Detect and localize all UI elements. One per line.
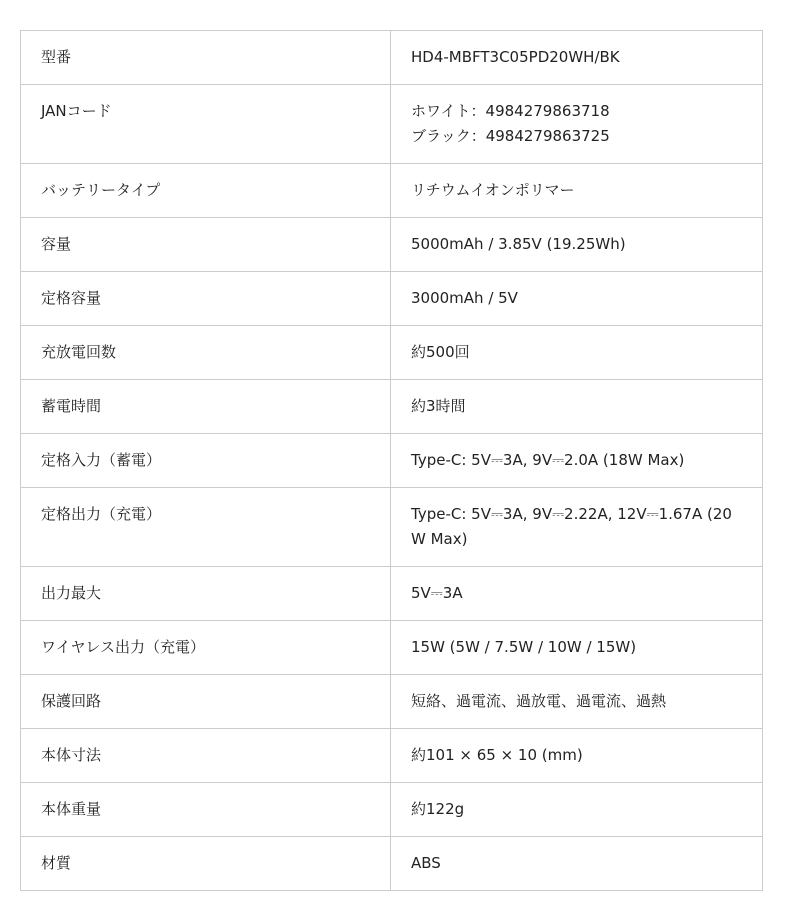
spec-label: バッテリータイプ [21, 164, 391, 218]
spec-label: 充放電回数 [21, 326, 391, 380]
spec-label: 定格出力（充電） [21, 488, 391, 567]
spec-value: 3000mAh / 5V [391, 272, 763, 326]
spec-label: 本体重量 [21, 783, 391, 837]
spec-value: HD4-MBFT3C05PD20WH/BK [391, 31, 763, 85]
spec-label: 材質 [21, 837, 391, 891]
spec-row-wireless-output [21, 621, 763, 675]
spec-row-max-output [21, 567, 763, 621]
spec-value: 5000mAh / 3.85V (19.25Wh) [391, 218, 763, 272]
spec-label: 型番 [21, 31, 391, 85]
spec-value [391, 85, 763, 164]
spec-row-dimensions [21, 729, 763, 783]
spec-table-body [21, 31, 763, 891]
spec-value: ABS [391, 837, 763, 891]
spec-row-model [21, 31, 763, 85]
spec-value: 約101 × 65 × 10 (mm) [391, 729, 763, 783]
spec-value: 約3時間 [391, 380, 763, 434]
spec-row-rated-input [21, 434, 763, 488]
spec-row-jan-code [21, 85, 763, 164]
spec-row-weight [21, 783, 763, 837]
spec-row-rated-capacity [21, 272, 763, 326]
spec-value: 5V⎓3A [391, 567, 763, 621]
spec-value: Type-C: 5V⎓3A, 9V⎓2.22A, 12V⎓1.67A (20W Max) [391, 488, 763, 567]
spec-label: 定格入力（蓄電） [21, 434, 391, 488]
spec-row-battery-type [21, 164, 763, 218]
spec-row-capacity [21, 218, 763, 272]
spec-label: 本体寸法 [21, 729, 391, 783]
spec-label: 容量 [21, 218, 391, 272]
jan-code-white: ホワイト：4984279863718 [411, 102, 610, 120]
spec-value: Type-C: 5V⎓3A, 9V⎓2.0A (18W Max) [391, 434, 763, 488]
spec-label: 定格容量 [21, 272, 391, 326]
spec-label: ワイヤレス出力（充電） [21, 621, 391, 675]
spec-row-charge-time [21, 380, 763, 434]
spec-row-material [21, 837, 763, 891]
spec-value: 15W (5W / 7.5W / 10W / 15W) [391, 621, 763, 675]
spec-value: 短絡、過電流、過放電、過電流、過熱 [391, 675, 763, 729]
spec-label: 蓄電時間 [21, 380, 391, 434]
spec-value: リチウムイオンポリマー [391, 164, 763, 218]
spec-value: 約500回 [391, 326, 763, 380]
spec-table [20, 30, 763, 891]
spec-label: 出力最大 [21, 567, 391, 621]
spec-label: 保護回路 [21, 675, 391, 729]
jan-code-black: ブラック：4984279863725 [411, 127, 610, 145]
spec-row-protection-circuit [21, 675, 763, 729]
spec-value: 約122g [391, 783, 763, 837]
spec-row-cycle-count [21, 326, 763, 380]
spec-row-rated-output [21, 488, 763, 567]
spec-label: JANコード [21, 85, 391, 164]
